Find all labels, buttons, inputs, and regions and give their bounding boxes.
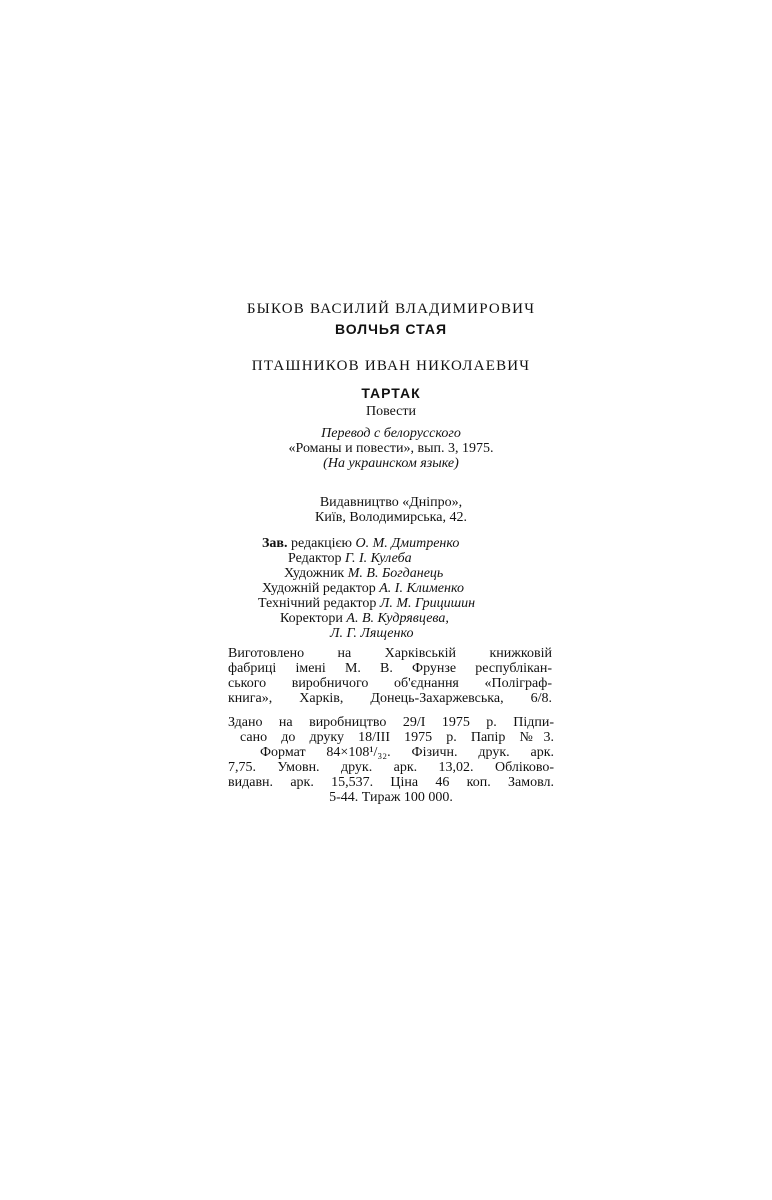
manufacture-line-1: Виготовлено на Харківській книжковій: [228, 646, 552, 661]
staff-proofreaders: Коректори А. В. Кудрявцева,: [280, 611, 449, 626]
author-block-1: [228, 301, 554, 338]
print-line-4: 7,75. Умовн. друк. арк. 13,02. Обліково-: [228, 760, 554, 775]
manufacture-block: [228, 646, 552, 706]
manufacture-line-3: ського виробничого об'єднання «Поліграф-: [228, 676, 552, 691]
print-line-5: видавн. арк. 15,537. Ціна 46 коп. Замовл.: [228, 775, 554, 790]
author-name-1: БЫКОВ ВАСИЛИЙ ВЛАДИМИРОВИЧ: [246, 301, 536, 317]
print-line-1: Здано на виробництво 29/І 1975 р. Підпи-: [228, 715, 554, 730]
print-line-3: Формат 84×108¹/₃₂. Фізичн. друк. арк.: [260, 745, 554, 760]
publisher-address: Київ, Володимирська, 42.: [315, 510, 467, 525]
series-block: [228, 426, 554, 471]
staff-art-editor: Художній редактор А. І. Клименко: [262, 581, 464, 596]
publisher-name: Видавництво «Дніпро»,: [319, 495, 463, 510]
manufacture-line-2: фабриці імені М. В. Фрунзе республікан-: [228, 661, 552, 676]
book-title-1: ВОЛЧЬЯ СТАЯ: [334, 321, 448, 337]
staff-artist: Художник М. В. Богданець: [284, 566, 444, 581]
staff-block: [258, 536, 548, 641]
manufacture-line-4: книга», Харків, Донець-Захаржевська, 6/8.: [228, 691, 552, 706]
translation-note: Перевод с белорусского: [321, 426, 461, 441]
staff-head: Зав. редакцією О. М. Дмитренко: [262, 536, 460, 551]
author-name-2: ПТАШНИКОВ ИВАН НИКОЛАЕВИЧ: [251, 358, 531, 374]
staff-tech-editor: Технічний редактор Л. М. Грицишин: [258, 596, 476, 611]
staff-proofreader-2: Л. Г. Лященко: [330, 626, 414, 641]
print-details-block: [228, 715, 554, 805]
genre-block: [228, 404, 554, 419]
publisher-block: [228, 495, 554, 525]
print-line-2: сано до друку 18/ІІІ 1975 р. Папір №3.: [240, 730, 554, 745]
author-block-2: [228, 358, 554, 402]
language-note: (На украинском языке): [323, 456, 459, 471]
staff-editor: Редактор Г. І. Кулеба: [288, 551, 412, 566]
genre-label: Повести: [365, 404, 417, 419]
series-line: «Романы и повести», вып. 3, 1975.: [288, 441, 494, 456]
print-line-6: 5-44. Тираж 100 000.: [329, 790, 453, 805]
book-title-2: ТАРТАК: [361, 385, 421, 401]
